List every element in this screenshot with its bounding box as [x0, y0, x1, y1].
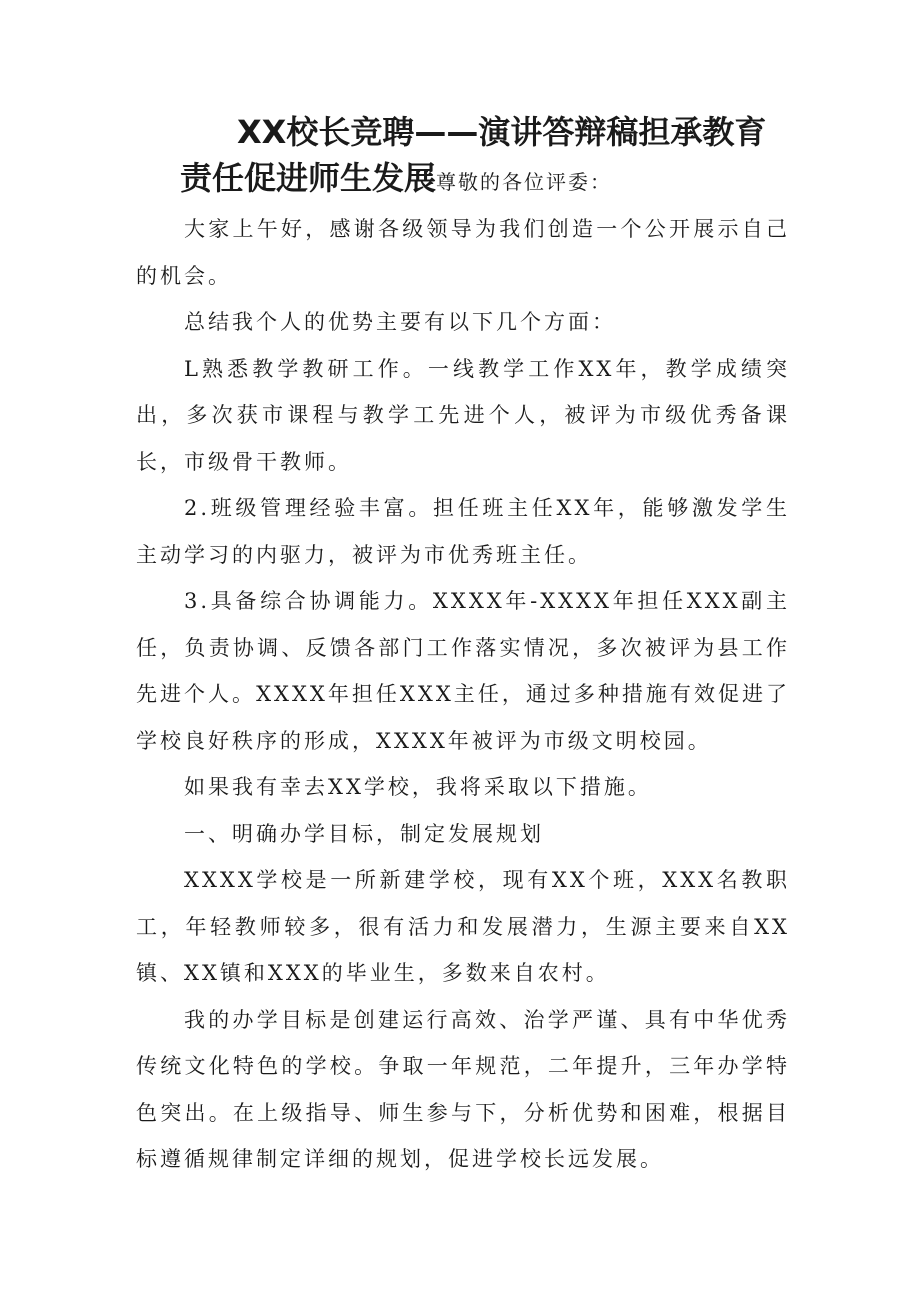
paragraph-advantages-intro: 总结我个人的优势主要有以下几个方面： [184, 310, 616, 334]
paragraph-school-overview: XXXX学校是一所新建学校，现有XX个班，XXX名教职工，年轻教师较多，很有活力和发展潜力，生源主要来自XX镇、XX镇和XXX的毕业生，多数来自农村。 [136, 868, 790, 985]
document-title-line1: XX校长竞聘——演讲答辩稿担承教育 [237, 113, 767, 151]
paragraph-advantage-1: L熟悉教学教研工作。一线教学工作XX年，教学成绩突出，多次获市课程与教学工先进个人，被评为市级优秀备课长，市级骨干教师。 [136, 356, 790, 474]
document-body [136, 206, 790, 1183]
paragraph-measures-intro: 如果我有幸去XX学校，我将采取以下措施。 [184, 775, 652, 799]
document-title-line2-text: 责任促进师生发展 [180, 159, 437, 197]
paragraph-advantage-2: 2.班级管理经验丰富。担任班主任XX年，能够激发学生主动学习的内驱力，被评为市优秀班主任。 [136, 496, 790, 567]
paragraph-school-goal: 我的办学目标是创建运行高效、治学严谨、具有中华优秀传统文化特色的学校。争取一年规范，二年提升，三年办学特色突出。在上级指导、师生参与下，分析优势和困难，根据目标遵循规律制定详细的规划，促进学校长远发展。 [136, 1007, 790, 1171]
section-heading-1: 一、明确办学目标，制定发展规划 [184, 821, 544, 846]
paragraph-advantage-3: 3.具备综合协调能力。XXXX年-XXXX年担任XXX副主任，负责协调、反馈各部门工作落实情况，多次被评为县工作先进个人。XXXX年担任XXX主任，通过多种措施有效促进了学校良好秩序的形成，XXXX年被评为市级文明校园。 [136, 589, 790, 753]
document-title-line2 [180, 158, 612, 205]
salutation: 尊敬的各位评委： [436, 170, 613, 194]
paragraph-greeting: 大家上午好，感谢各级领导为我们创造一个公开展示自己的机会。 [136, 217, 790, 288]
